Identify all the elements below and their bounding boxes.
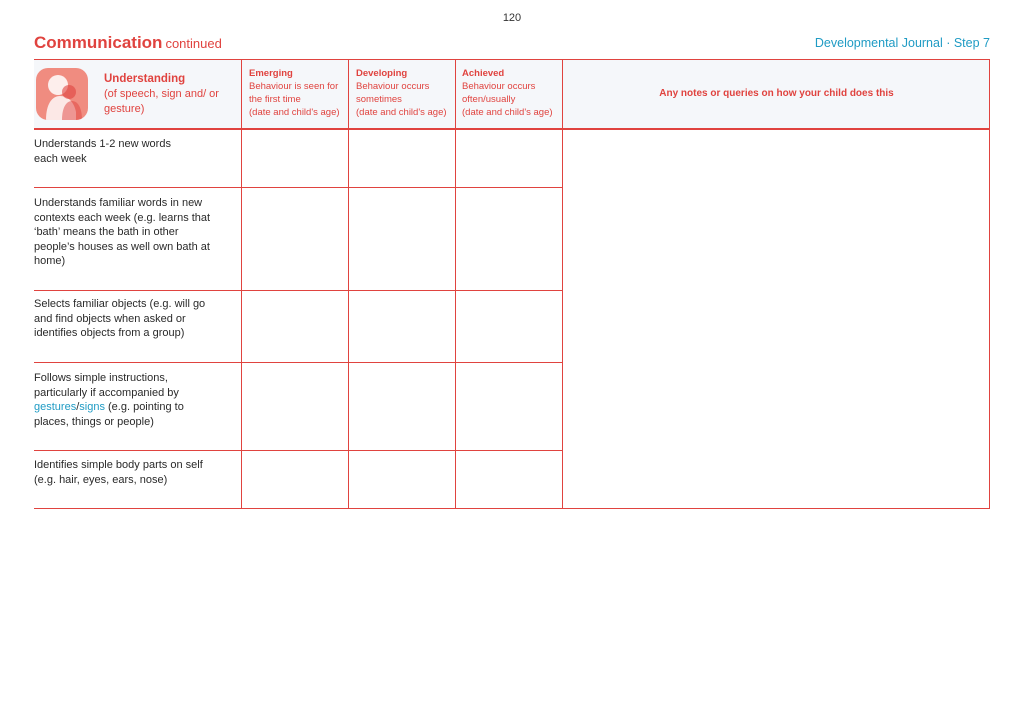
page-number: 120: [502, 12, 522, 24]
section-title: Understanding: [104, 73, 186, 85]
stage-name: Developing: [356, 68, 408, 79]
page-title-main: Communication: [34, 33, 163, 52]
table-row-label: Understands 1-2 new words each week: [34, 138, 171, 165]
table-top-border: [34, 59, 990, 60]
table-right-border: [989, 59, 990, 509]
stage-note: (date and child's age): [249, 107, 340, 118]
stage-description: Behaviour occurs often/usually: [462, 81, 536, 105]
row-text-part: (e.g. pointing to places, things or people): [34, 401, 184, 428]
stage-name: Emerging: [249, 68, 293, 79]
column-divider: [241, 59, 242, 509]
section-heading: [104, 72, 234, 117]
row-divider: [34, 290, 563, 291]
table-row-label: Understands familiar words in new contexts each week (e.g. learns that ‘bath’ means the bath in other people’s houses as well own bath at home): [34, 197, 211, 268]
row-text-part: Follows simple instructions, particularly if accompanied by: [34, 372, 179, 399]
stage-achieved-header: [462, 67, 562, 119]
signs-link[interactable]: signs: [79, 401, 105, 414]
stage-name: Achieved: [462, 68, 505, 79]
row-divider: [34, 362, 563, 363]
page-title-suffix: continued: [165, 36, 222, 51]
stage-emerging-header: [249, 67, 349, 119]
table-row-label: Identifies simple body parts on self (e.g. hair, eyes, ears, nose): [34, 459, 203, 486]
gestures-link[interactable]: gestures: [34, 401, 77, 414]
table-row-label: [34, 371, 204, 429]
row-divider: [34, 450, 563, 451]
journal-label: Developmental Journal · Step 7: [814, 36, 990, 50]
column-divider: [455, 59, 456, 509]
stage-note: (date and child's age): [462, 107, 553, 118]
table-row-label: Selects familiar objects (e.g. will go and find objects when asked or identifies objects from a group): [34, 298, 206, 340]
child-profile-icon: [36, 68, 88, 120]
assessment-table: [34, 59, 990, 509]
page-title: [34, 33, 222, 53]
table-header-bottom-border: [34, 128, 990, 130]
table-bottom-border: [34, 508, 990, 509]
section-subtitle: (of speech, sign and/ or gesture): [104, 88, 219, 115]
row-text-separator: /: [76, 401, 80, 414]
row-divider: [34, 187, 563, 188]
stage-description: Behaviour is seen for the first time: [249, 81, 339, 105]
stage-note: (date and child's age): [356, 107, 447, 118]
stage-developing-header: [356, 67, 456, 119]
stage-description: Behaviour occurs sometimes: [356, 81, 430, 105]
notes-column-header: Any notes or queries on how your child does this: [659, 88, 894, 99]
column-divider: [348, 59, 349, 509]
column-divider: [562, 59, 563, 509]
